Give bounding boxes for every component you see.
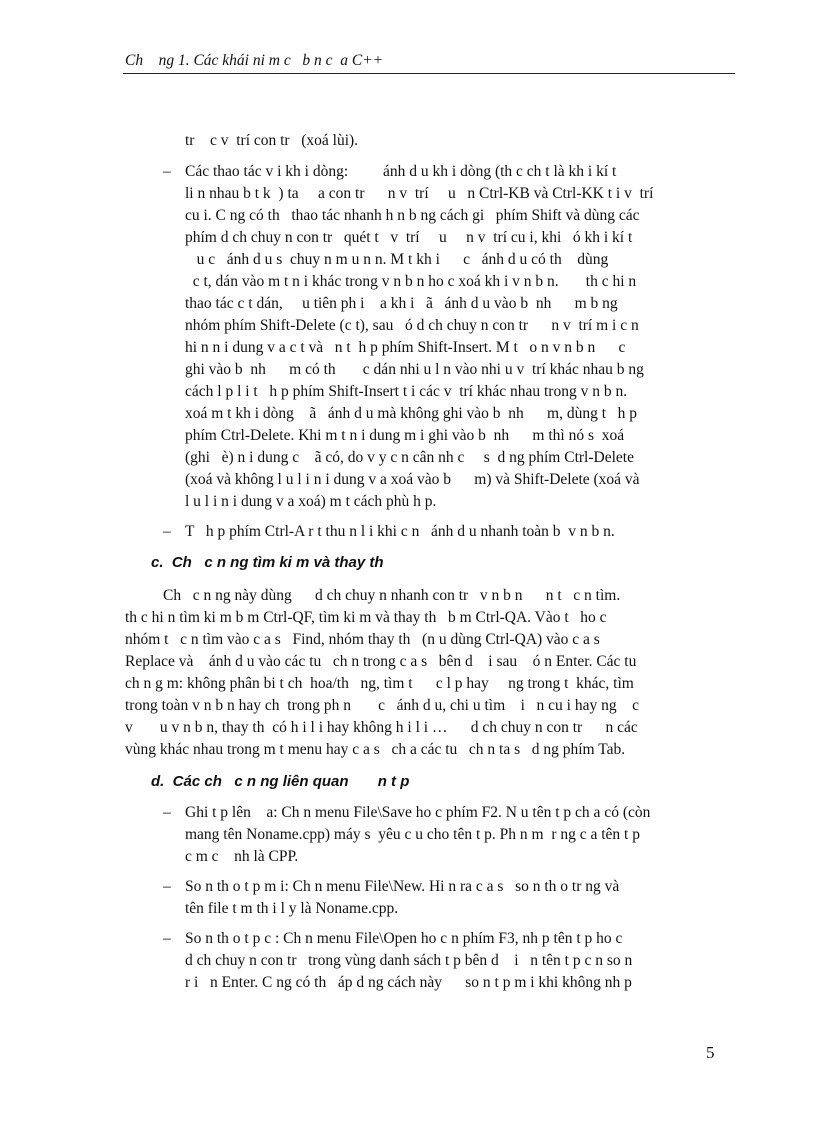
page-header xyxy=(123,49,735,74)
bullet-dash: – xyxy=(163,804,171,821)
text-line: Replace và ánh d u vào các tu ch n trong c a s bên d i sau ó n Enter. Các tu xyxy=(125,653,637,670)
text-line: xoá m t kh i dòng ã ánh d u mà không ghi vào b nh m, dùng t h p xyxy=(185,405,638,422)
text-line: l u l i n i dung v a xoá) m t cách phù h p. xyxy=(185,493,437,510)
text-line: cu i. C ng có th thao tác nhanh h n b ng cách gi phím Shift và dùng các xyxy=(185,207,640,224)
text-line: th c hi n tìm ki m b m Ctrl-QF, tìm ki m và thay th b m Ctrl-QA. Vào t ho c xyxy=(125,609,607,626)
page-number: 5 xyxy=(706,1043,715,1062)
section-heading-d: d. Các ch c n ng liên quan n t p xyxy=(151,773,410,790)
text-line: li n nhau b t k ) ta a con tr n v trí u n Ctrl-KB và Ctrl-KK t i v trí xyxy=(185,185,654,202)
text-line: (xoá và không l u l i n i dung v a xoá vào b m) và Shift-Delete (xoá và xyxy=(185,471,640,488)
text-line: u c ánh d u s chuy n m u n n. M t kh i c ánh d u có th dùng xyxy=(185,251,609,268)
text-line: So n th o t p m i: Ch n menu File\New. Hi n ra c a s so n th o tr ng và xyxy=(185,878,620,895)
text-line: tên file t m th i l y là Noname.cpp. xyxy=(185,900,399,917)
text-line: mang tên Noname.cpp) máy s yêu c u cho tên t p. Ph n m r ng c a tên t p xyxy=(185,826,640,843)
bullet-dash: – xyxy=(163,930,171,947)
text-line: phím Ctrl-Delete. Khi m t n i dung m i ghi vào b nh m thì nó s xoá xyxy=(185,427,625,444)
text-line: T h p phím Ctrl-A r t thu n l i khi c n ánh d u nhanh toàn b v n b n. xyxy=(185,523,615,540)
text-line: d ch chuy n con tr trong vùng danh sách t p bên d i n tên t p c n so n xyxy=(185,952,633,969)
text-line: tr c v trí con tr (xoá lùi). xyxy=(185,132,359,149)
text-line: ghi vào b nh m có th c dán nhi u l n vào nhi u v trí khác nhau b ng xyxy=(185,361,644,378)
text-line: c m c nh là CPP. xyxy=(185,848,299,865)
text-line: Ch c n ng này dùng d ch chuy n nhanh con tr v n b n n t c n tìm. xyxy=(163,587,621,604)
header-text: Ch ng 1. Các khái ni m c b n c a C++ xyxy=(125,52,384,69)
text-line: v u v n b n, thay th có h i l i hay không h i l i … d ch chuy n con tr n các xyxy=(125,719,638,736)
text-line: nhóm t c n tìm vào c a s Find, nhóm thay th (n u dùng Ctrl-QA) vào c a s xyxy=(125,631,600,648)
text-line: Ghi t p lên a: Ch n menu File\Save ho c phím F2. N u tên t p ch a có (còn xyxy=(185,804,651,821)
text-line: r i n Enter. C ng có th áp d ng cách này so n t p m i khi không nh p xyxy=(185,974,632,991)
bullet-dash: – xyxy=(163,163,171,180)
text-line: hi n n i dung v a c t và n t h p phím Shift-Insert. M t o n v n b n c xyxy=(185,339,626,356)
text-line: So n th o t p c : Ch n menu File\Open ho c n phím F3, nh p tên t p ho c xyxy=(185,930,623,947)
text-line: phím d ch chuy n con tr quét t v trí u n v trí cu i, khi ó kh i kí t xyxy=(185,229,633,246)
bullet-dash: – xyxy=(163,523,171,540)
text-line: cách l p l i t h p phím Shift-Insert t i các v trí khác nhau trong v n b n. xyxy=(185,383,628,400)
section-heading-c: c. Ch c n ng tìm ki m và thay th xyxy=(151,554,384,571)
text-line: vùng khác nhau trong m t menu hay c a s ch a các tu ch n ta s d ng phím Tab. xyxy=(125,741,626,758)
text-line: c t, dán vào m t n i khác trong v n b n ho c xoá kh i v n b n. th c hi n xyxy=(185,273,637,290)
text-line: thao tác c t dán, u tiên ph i a kh i ã ánh d u vào b nh m b ng xyxy=(185,295,618,312)
text-line: nhóm phím Shift-Delete (c t), sau ó d ch chuy n con tr n v trí m i c n xyxy=(185,317,639,334)
bullet-dash: – xyxy=(163,878,171,895)
text-line: ch n g m: không phân bi t ch hoa/th ng, tìm t c l p hay ng trong t khác, tìm xyxy=(125,675,634,692)
text-line: trong toàn v n b n hay ch trong ph n c ánh d u, chi u tìm i n cu i hay ng c xyxy=(125,697,639,714)
text-line: Các thao tác v i kh i dòng: ánh d u kh i dòng (th c ch t là kh i kí t xyxy=(185,163,617,180)
text-line: (ghi è) n i dung c ã có, do v y c n cân nh c s d ng phím Ctrl-Delete xyxy=(185,449,634,466)
